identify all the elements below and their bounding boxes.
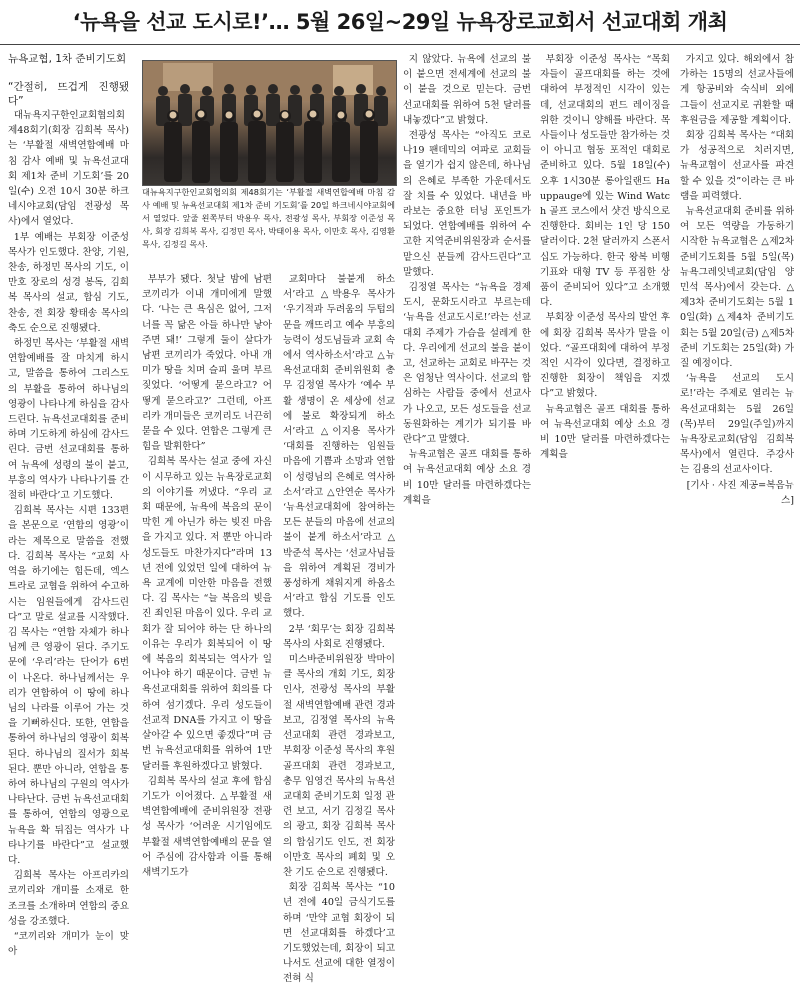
group-photo-image [143,61,396,185]
paragraph: 2부 ‘회무’는 회장 김희복 목사의 사회로 진행됐다. [283,623,395,650]
paragraph: 뉴욕선교대회 준비를 위하여 모든 역량을 가동하기 시작한 뉴욕교협은 △제2차 준비기도회를 5월 5일(목) 뉴욕그레잇넥교회(담임 양민석 목사)에서 갖는다. △제3차 준비기도회는 5월 10일(화) △제4차 준비기도회는 5월 20일(금) △제5차 준비 기도회는 25일(화) 가질 예정이다. [680,206,794,370]
paragraph: 교회마다 불붙게 하소서’라고 △박용우 목사가 ‘우기적과 두려움의 두텁의 문을 깨뜨리고 예수 부흥의 능력이 성도님들과 교회 속에서 역사하소서’라고 △뉴욕선교대회 준비위원회 총무 김정열 목사가 ‘예수 부활 생명이 온 세상에 선교에 불로 확장되게 하소서’라고 △이지용 목사가 ‘대회를 진행하는 임원들 마음에 기쁨과 소망과 연합이 성령님의 은혜로 역사하소서’라고 △안연순 목사가 ‘뉴욕선교대회에 참여하는 모든 분들의 마음에 선교의 불이 붙게 하소서’라고 △박준석 목사는 ‘선교사님들을 위하여 계획된 경비가 풍성하게 채워지게 하옵소서’라고 합심 기도를 인도했다. [283,274,395,620]
paragraph: 김정열 목사는 “뉴욕을 경제도시, 문화도시라고 부르는데 ‘뉴욕을 선교도시로!’라는 선교대회 주제가 가슴을 설레게 한다. 우리에게 선교의 불을 붙이고, 선교하는 교회로 바꾸는 것은 엄청난 역사이다. 선교의 합심하는 사람들 중에서 선교사가 나오고, 모든 성도들을 선교 동원화하는 계기가 되기를 바란다”고 말했다. [403,282,531,446]
article-column-1 [8,52,129,958]
paragraph: 회장 김희복 목사는 “대회가 성공적으로 치러지면, 뉴욕교협이 선교사를 파견할 수 있을 것”이라는 큰 바램을 피력했다. [680,130,794,202]
article-column-2 [142,272,272,878]
paragraph: “코끼리와 개미가 눈이 맞아 [8,930,129,958]
article-byline: [기사 · 사진 제공=복음뉴스] [686,479,794,506]
paragraph: 김희복 목사의 설교 후에 합심기도가 이어졌다. △부활절 새벽연합예배에 준비위원장 전광성 목사가 ‘어려운 시기임에도 부활절 새벽연합예배의 문을 열어 주심에 감사함과 이를 통해 새벽기도가 [142,775,272,878]
paragraph: 김희복 목사는 아프리카의 코끼리와 개미를 소재로 한 조크를 소개하며 연합의 중요성을 강조했다. [8,870,129,927]
paragraph: 대뉴욕지구한인교회협의회 제48회기(회장 김희복 목사)는 ‘부활절 새벽연합예배 마침 감사 예배 및 뉴욕선교대회 제1차 준비 기도회’를 20일(수) 오전 10시 30분 하크네시야교회(담임 전광성 목사)에서 열었다. [8,110,129,228]
article-column-5 [540,52,670,704]
paragraph: 뉴욕교협은 골프 대회를 통하여 뉴욕선교대회 예상 소요 경비 10만 달러를 마련하겠다는 계획을 [540,403,670,461]
paragraph: 전광성 목사는 “아직도 코로나19 팬데믹의 여파로 교회들을 열기가 쉽지 않은데, 하나님의 은혜로 부족한 가운데서도 잘 치를 수 있었다. 내년을 바라보는 중요한 터닝 포인트가 되었다. 연합예배를 위하여 수고한 지역준비위원장과 순서를 맡으신 분들께 감사드린다”고 말했다. [403,130,531,278]
paragraph: 회장 김희복 목사는 “10년 전에 40일 금식기도를 하며 ‘만약 교협 회장이 되면 선교대회를 하겠다’고 기도했었는데, 회장이 되고나서도 선교에 대한 열정이 전혀 식 [283,882,395,985]
paragraph: 가지고 있다. 해외에서 참가하는 15명의 선교사들에게 항공비와 숙식비 외에 그들이 선교지로 귀환할 때 후원금을 제공할 계획이다. [680,54,794,126]
article-headline: ‘뉴욕을 선교 도시로!’… 5월 26일~29일 뉴욕장로교회서 선교대회 개최 [0,0,800,45]
paragraph: ‘뉴욕을 선교의 도시로!’라는 주제로 열리는 뉴욕선교대회는 5월 26일(목)부터 29일(주일)까지 뉴욕장로교회(담임 김희복 목사)에서 열린다. 주강사는 김용의 선교사이다. [680,373,794,476]
kicker-title: 뉴욕교협, 1차 준비기도회 [8,53,127,65]
paragraph: 1부 예배는 부회장 이준성 목사가 인도했다. 찬양, 기원, 찬송, 하정민 목사의 기도, 이만호 장로의 성경 봉독, 김희복 목사의 설교, 합심 기도, 찬송, 전 회장 황태송 목사의 축도 순으로 진행됐다. [8,231,129,334]
paragraph: 부회장 이준성 목사의 발언 후에 회장 김희복 목사가 말을 이었다. “골프대회에 대하여 부정적인 시각이 있다면, 결정하고 진행한 회장이 책임을 지겠다”고 밝혔다. [540,312,670,400]
paragraph: 부부가 됐다. 첫날 밤에 남편 코끼리가 이내 개미에게 말했다. ‘나는 큰 욕심은 없어, 그저 너를 꼭 닮은 아들 하나만 낳아주면 돼!’ 그렇게 둘이 살다가 남편 코끼리가 죽었다. 아내 개미가 땅을 치며 슬피 울며 부르짖었다. ‘어떻게 묻으라고? 어떻게 묻으라고?’ 그런데, 아프리카 개미들은 코끼리도 너끈히 묻을 수 있다. 연합은 그렇게 큰 힘을 발휘한다” [142,274,272,453]
paragraph: 뉴욕교협은 골프 대회를 통하여 뉴욕선교대회 예상 소요 경비 10만 달러를 마련하겠다는 계획을 [403,449,531,506]
paragraph: 하정민 목사는 ‘부활절 새벽연합예배를 잘 마치게 하시고, 말씀을 통하여 그리스도의 부활을 통하여 하나님의 영광이 나타나게 하심을 감사드린다. 뉴욕선교대회를 준비하며 기도하게 하심에 감사드린다. 금번 선교대회를 통하여 뉴욕에 성령의 불이 붙고, 부흥의 역사가 나타나기를 간절히 바란다’고 기도했다. [8,338,129,502]
group-photo [142,60,397,186]
article-column-3 [283,272,395,985]
paragraph: 미스바준비위원장 박마이클 목사의 개회 기도, 회장 인사, 전광성 목사의 부활절 새벽연합예배 관련 경과보고, 김정열 목사의 뉴욕선교대회 관련 경과보고, 부회장 이준성 목사의 후원 골프대회 관련 경과보고, 총무 임영건 목사의 뉴욕선교대회 준비기도회 일정 관련 보고, 서기 김정길 목사의 광고, 회장 김희복 목사의 합심기도 인도, 전 회장 이만호 목사의 폐회 및 오찬 기도 순으로 진행됐다. [283,654,395,878]
article-kicker [8,52,129,108]
article-column-4 [403,52,531,704]
paragraph: 김희복 목사는 설교 중에 자신이 시무하고 있는 뉴욕장로교회의 이야기를 꺼냈다. “우리 교회 때문에, 뉴욕에 복음의 문이 막힌 게 아닌가 하는 빚진 마음을 가지고 있다. 저 뿐만 아니라 성도들도 마찬가지다”라며 13년 전에 있었던 일에 대하여 뉴욕 교계에 미안한 마음을 전했다. 김 목사는 “늘 복음의 빚을 진 죄인된 마음이 있다. 우리 교회가 잘 되어야 하는 단 하나의 이유는 우리가 회복되어 이 땅에 복음의 회복되는 역사가 일어나야 하기 때문이다. 금번 뉴욕선교대회를 위하여 회의를 다하여 섬기겠다. 우리 성도들이 선교적 DNA를 가지고 이 땅을 살아갈 수 있으면 좋겠다”며 금번 뉴욕선교대회를 위하여 1만 달러를 후원하겠다고 밝혔다. [142,456,272,772]
kicker-quote: “간절히, 뜨겁게 진행됐다” [8,81,129,107]
paragraph: 지 않았다. 뉴욕에 선교의 불이 붙으면 전세계에 선교의 불이 붙을 것으로 믿는다. 금번 선교대회를 위하여 5천 달러를 내놓겠다”고 밝혔다. [403,54,531,126]
photo-caption: 대뉴욕지구한인교회협의회 제48회기는 ‘부활절 새벽연합예배 마침 감사 예배 및 뉴욕선교대회 제1차 준비 기도회’를 20일 하크네시야교회에서 열었다. 앞줄 왼쪽부터 박용우 목사, 전광성 목사, 부회장 이준성 목사, 회장 김희복 목사, 김정민 목사, 박태이용 목사, 이만호 목사, 김영환 목사, 김정길 목사. [142,187,395,249]
paragraph: 부회장 이준성 목사는 “목회자들이 골프대회를 하는 것에 대하여 부정적인 시각이 있는데, 선교대회의 펀드 레이징을 위한 것이니 양해를 바란다. 목사들이나 성도들만 참가하는 것이 아니고 협동 포적인 대회로 준비하고 있다. 5월 18일(수) 오후 1시30분 롱아일랜드 Hauppauge에 있는 Wind Watch 골프 코스에서 샷건 방식으로 진행한다. 회비는 1인 당 150달러이다. 2천 달러까지 스폰서십도 가능하다. 한국 왕복 비행기표와 대형 TV 등 푸짐한 상품이 준비되어 있다”고 소개했다. [540,54,670,309]
article-column-6 [680,52,794,704]
paragraph: 김희복 목사는 시편 133편을 본문으로 ‘연합의 영광’이라는 제목으로 말씀을 전했다. 김희복 목사는 “교회 사역을 하기에는 힘든데, 엑스트라로 교협을 위하여 수고하시는 임원들에게 감사드린다”고 말로 설교를 시작했다. 김 목사는 “연합 자체가 하나님께 큰 영광이 된다. 주기도문에 ‘우리’라는 단어가 6번이 나온다. 하나님께서는 우리가 연합하여 이 땅에 하나님의 나라를 이루어 가는 것을 기뻐하신다. 또한, 연합을 통하여 하나님의 영광이 회복된다. 하나님의 질서가 회복된다. 뿐만 아니라, 연합을 통하여 하나님의 구원의 역사가 나타난다. 금번 뉴욕선교대회를 통하여, 연합의 영광으로 뉴욕을 확 뒤집는 역사가 나타나기를 바란다”고 설교했다. [8,505,129,866]
